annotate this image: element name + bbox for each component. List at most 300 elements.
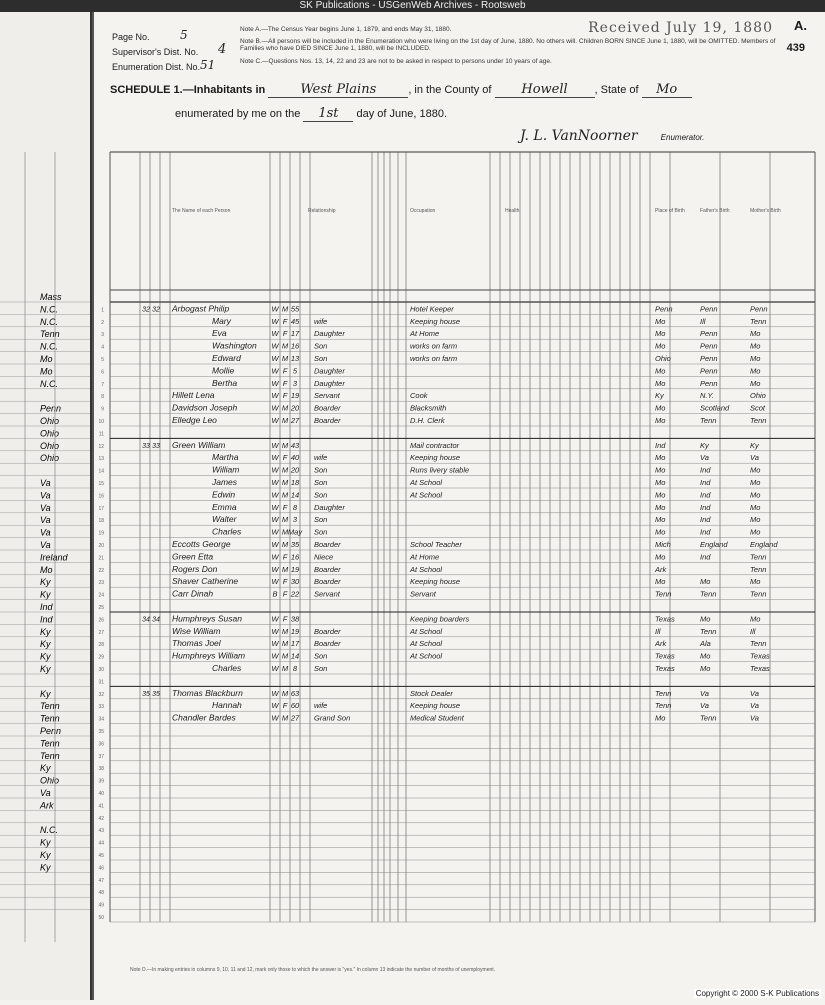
line-number: 37 [98, 753, 104, 760]
person-occupation: Medical Student [410, 713, 464, 723]
enumerated-label: enumerated by me on the [175, 108, 301, 120]
person-occupation: At School [410, 490, 443, 500]
father-birthplace: Ind [700, 490, 711, 500]
line-number: 3 [101, 332, 104, 339]
father-birthplace: Va [700, 453, 709, 463]
line-number: 38 [98, 766, 104, 773]
person-age: 55 [290, 304, 300, 314]
person-occupation: Keeping house [410, 316, 461, 326]
day-suffix: day of June, 1880. [356, 108, 447, 120]
person-color: W [271, 490, 279, 500]
margin-birthplace: Ind [40, 602, 53, 612]
person-sex: M [281, 527, 289, 537]
dwelling-number: 34 [142, 616, 150, 624]
person-sex: F [282, 577, 288, 587]
person-name: Eccotts George [172, 539, 231, 549]
father-birthplace: Tenn [700, 713, 717, 723]
person-color: W [271, 403, 279, 413]
person-color: W [271, 329, 279, 339]
line-number: 24 [98, 592, 104, 599]
person-name: James [212, 477, 238, 487]
margin-birthplace: Ohio [40, 428, 60, 439]
mother-birthplace: Tenn [750, 639, 767, 649]
person-name: Martha [212, 452, 239, 463]
column-header-label: Place of Birth [655, 208, 685, 214]
father-birthplace: Ky [700, 440, 709, 450]
mother-birthplace: Tenn [750, 564, 767, 574]
person-name: Mollie [212, 365, 235, 376]
note-a: Note A.—The Census Year begins June 1, 1879, and ends May 31, 1880. [240, 26, 452, 33]
person-occupation: Blacksmith [410, 403, 447, 413]
margin-birthplace: Va [40, 490, 51, 501]
person-color: W [271, 478, 279, 487]
person-name: Chandler Bardes [172, 712, 236, 723]
person-relation: wife [314, 316, 328, 326]
person-age: 60 [290, 701, 300, 711]
margin-birthplace: Va [40, 502, 51, 513]
line-number: 44 [98, 840, 104, 847]
person-color: W [271, 341, 279, 351]
person-birthplace: Ark [655, 564, 667, 574]
previous-page-margin [0, 12, 90, 1000]
person-relation: Boarder [314, 639, 341, 649]
person-name: Emma [212, 501, 237, 512]
column-header-label: Occupation [410, 208, 436, 214]
note-b: Note B.—All persons will be included in the Enumeration who were living on the 1st day of June, 1880. No others will. Children BORN SINCE June 1, 1880, will be OMITTED. Members of Families who have DIED SINCE June 1, 1880, will be INCLUDED. [240, 38, 776, 52]
person-birthplace: Mo [655, 316, 666, 326]
person-birthplace: Texas [655, 664, 675, 673]
person-name: Humphreys William [172, 650, 246, 661]
person-color: W [271, 378, 279, 388]
line-number: 33 [98, 704, 104, 711]
person-relation: Son [314, 354, 328, 363]
family-number: 33 [152, 442, 160, 450]
person-sex: M [281, 465, 289, 475]
person-relation: Boarder [314, 626, 341, 636]
mother-birthplace: Va [750, 453, 759, 463]
father-birthplace: Penn [700, 378, 718, 388]
father-birthplace: Ind [700, 527, 711, 537]
person-age: 14 [290, 651, 300, 661]
person-birthplace: Mo [655, 416, 666, 425]
state-label: , State of [594, 84, 639, 96]
person-name: Bertha [212, 377, 238, 388]
person-color: W [271, 614, 279, 624]
line-number: 47 [98, 877, 104, 884]
previous-page-strip [0, 12, 92, 1000]
person-relation: Daughter [314, 329, 345, 339]
father-birthplace: Va [700, 701, 709, 711]
person-sex: F [282, 316, 288, 326]
line-number: 18 [98, 518, 104, 525]
person-occupation: works on farm [410, 354, 458, 363]
person-sex: M [281, 354, 289, 363]
person-relation: Son [314, 527, 328, 537]
father-birthplace: Va [700, 688, 709, 698]
person-sex: M [281, 564, 289, 574]
father-birthplace: Tenn [700, 589, 717, 599]
person-sex: M [281, 540, 289, 549]
enumerator-signature: J. L. VanNoorner [520, 128, 638, 144]
state-value: Mo [642, 82, 692, 98]
person-relation: Servant [314, 391, 340, 401]
person-name: Mary [212, 315, 231, 326]
person-color: W [271, 440, 279, 450]
person-age: 5 [292, 366, 298, 376]
person-color: W [271, 651, 279, 661]
person-relation: Son [314, 515, 328, 525]
enum-label: Enumeration Dist. No. [112, 62, 201, 72]
person-relation: wife [314, 453, 328, 463]
person-name: Shaver Catherine [172, 576, 239, 587]
margin-birthplace: Mo [40, 564, 53, 575]
person-color: B [272, 589, 278, 599]
line-number: 5 [101, 357, 104, 363]
person-birthplace: Mo [655, 341, 666, 351]
line-number: 39 [98, 778, 104, 785]
person-relation: Boarder [314, 403, 341, 413]
margin-birthplace: N.C. [40, 378, 58, 389]
margin-birthplace: N.C. [40, 825, 58, 836]
line-number: 42 [98, 815, 104, 822]
person-name: Edward [212, 353, 241, 363]
person-relation: Daughter [314, 502, 345, 512]
person-sex: F [282, 378, 288, 388]
person-color: W [271, 552, 279, 562]
person-age: 19 [290, 391, 300, 401]
person-sex: F [282, 589, 288, 599]
site-banner: SK Publications - USGenWeb Archives - Rootsweb [0, 0, 825, 12]
person-sex: F [282, 453, 288, 463]
person-age: 18 [290, 478, 300, 487]
line-number: 9 [101, 406, 104, 413]
person-sex: M [281, 403, 289, 413]
corner-letter: A. [794, 18, 807, 33]
line-number: 4 [101, 344, 104, 351]
person-relation: Son [314, 651, 328, 661]
person-name: Elledge Leo [172, 415, 217, 425]
father-birthplace: England [700, 540, 728, 549]
person-birthplace: Ohio [655, 354, 671, 363]
person-relation: Boarder [314, 416, 341, 425]
margin-birthplace: Ky [40, 688, 51, 699]
person-color: W [271, 713, 279, 723]
margin-birthplace: N.C. [40, 316, 58, 327]
mother-birthplace: Mo [750, 527, 761, 537]
page-stamp-number: 439 [786, 42, 805, 54]
father-birthplace: Penn [700, 341, 718, 351]
person-birthplace: Mich [655, 540, 671, 549]
person-relation: Son [314, 490, 328, 500]
person-sex: M [281, 341, 289, 351]
margin-birthplace: Ohio [40, 775, 60, 786]
line-number: 50 [98, 915, 104, 921]
line-number: 40 [98, 791, 104, 797]
person-sex: F [282, 614, 288, 624]
person-birthplace: Mo [655, 378, 666, 388]
enumerator-label: Enumerator. [660, 133, 705, 142]
line-number: 25 [98, 605, 104, 611]
margin-birthplace: Ky [40, 837, 51, 848]
person-birthplace: Mo [655, 577, 666, 587]
mother-birthplace: Mo [750, 366, 761, 376]
person-color: W [271, 453, 279, 463]
line-number: 14 [98, 468, 104, 475]
line-number: 27 [98, 629, 104, 636]
person-age: 30 [290, 577, 300, 587]
person-name: William [212, 464, 240, 475]
person-occupation: School Teacher [410, 540, 462, 549]
person-age: 35 [290, 540, 300, 549]
person-occupation: At School [410, 651, 443, 661]
person-sex: M [281, 490, 289, 500]
father-birthplace: Mo [700, 651, 711, 661]
person-age: 40 [290, 453, 300, 463]
line-number: 30 [98, 667, 104, 673]
person-name: Thomas Joel [172, 638, 221, 649]
person-color: W [271, 391, 279, 401]
person-name: Walter [212, 514, 237, 525]
person-age: 8 [292, 664, 298, 673]
person-age: 63 [290, 688, 300, 698]
person-color: W [271, 626, 279, 636]
person-sex: F [282, 502, 288, 512]
person-occupation: At School [410, 478, 443, 487]
father-birthplace: Tenn [700, 416, 717, 425]
person-name: Green Etta [172, 551, 214, 562]
mother-birthplace: Penn [750, 304, 768, 314]
person-name: Arbogast Philip [172, 303, 230, 314]
margin-birthplace: Penn [40, 726, 62, 736]
person-name: Hillett Lena [172, 390, 215, 401]
line-number: 41 [98, 803, 104, 810]
father-birthplace: Mo [700, 577, 711, 587]
person-relation: Boarder [314, 564, 341, 574]
dwelling-number: 35 [142, 690, 150, 698]
page-fold [92, 12, 94, 1000]
line-number: 48 [98, 890, 104, 897]
schedule-title: SCHEDULE 1.—Inhabitants in [110, 84, 266, 96]
person-occupation: Cook [410, 391, 428, 401]
person-name: Thomas Blackburn [172, 687, 243, 698]
line-number: 8 [101, 394, 104, 401]
line-number: 7 [101, 381, 104, 388]
father-birthplace: Ind [700, 515, 711, 525]
person-sex: M [281, 688, 289, 698]
person-occupation: works on farm [410, 341, 458, 351]
person-color: W [271, 527, 279, 537]
person-age: 16 [290, 552, 300, 562]
county-value: Howell [495, 82, 595, 98]
person-relation: Daughter [314, 366, 345, 376]
person-birthplace: Mo [655, 366, 666, 376]
mother-birthplace: Mo [750, 614, 761, 624]
person-sex: M [281, 304, 289, 314]
person-relation: Servant [314, 589, 340, 599]
page-no-label: Page No. [112, 32, 150, 42]
person-relation: Boarder [314, 540, 341, 549]
line-number: 12 [98, 443, 104, 450]
father-birthplace: N.Y. [700, 391, 714, 401]
line-number: 16 [98, 493, 104, 500]
person-sex: M [281, 478, 289, 487]
person-color: W [271, 688, 279, 698]
person-color: W [271, 564, 279, 574]
mother-birthplace: Ohio [750, 391, 766, 401]
mother-birthplace: Mo [750, 465, 761, 475]
person-age: 27 [290, 713, 300, 723]
margin-birthplace: Tenn [40, 329, 60, 340]
person-birthplace: Texas [655, 614, 675, 624]
line-number: 10 [98, 419, 104, 425]
copyright-notice: Copyright © 2000 S-K Publications [695, 989, 819, 998]
mother-birthplace: Va [750, 713, 759, 723]
column-header-label: Father's Birth [700, 208, 730, 214]
line-number: 11 [98, 431, 104, 438]
margin-birthplace: Tenn [40, 750, 60, 761]
person-occupation: At School [410, 564, 443, 574]
family-number: 34 [152, 616, 160, 624]
person-sex: F [282, 391, 288, 401]
margin-birthplace: Ky [40, 651, 51, 662]
line-number: 45 [98, 853, 104, 859]
note-c: Note C.—Questions Nos. 13, 14, 22 and 23 are not to be asked in respect to persons under 10 years of age. [240, 58, 552, 65]
line-number: 32 [98, 691, 104, 698]
person-age: 20 [290, 465, 300, 475]
person-birthplace: Ind [655, 440, 666, 450]
person-sex: M [281, 664, 289, 673]
day-value: 1st [303, 106, 353, 122]
person-birthplace: Texas [655, 651, 675, 661]
person-color: W [271, 639, 279, 649]
person-birthplace: Mo [655, 515, 666, 525]
column-header-label: Health [505, 208, 520, 214]
line-number: 29 [98, 654, 104, 661]
margin-birthplace: Ky [40, 577, 51, 588]
person-color: W [271, 416, 279, 425]
person-occupation: Keeping house [410, 453, 461, 463]
person-age: 19 [290, 564, 300, 574]
mother-birthplace: Mo [750, 354, 761, 363]
schedule-line [110, 82, 704, 144]
mother-birthplace: Tenn [750, 416, 767, 425]
person-occupation: Stock Dealer [410, 688, 453, 698]
person-birthplace: Tenn [655, 701, 672, 711]
father-birthplace: Mo [700, 664, 711, 673]
person-relation: Son [314, 465, 328, 475]
supervisor-value: 4 [218, 42, 227, 57]
margin-birthplace: Tenn [40, 738, 60, 749]
person-age: 3 [292, 515, 298, 525]
person-age: 20 [290, 403, 300, 413]
person-age: 27 [290, 416, 300, 425]
margin-birthplace: Ky [40, 589, 51, 600]
person-birthplace: Mo [655, 490, 666, 500]
person-occupation: Keeping house [410, 577, 461, 587]
person-birthplace: Mo [655, 465, 666, 475]
person-occupation: Servant [410, 589, 436, 599]
person-occupation: Keeping boarders [410, 614, 470, 624]
line-number: 2 [101, 319, 104, 326]
person-sex: M [281, 713, 289, 723]
mother-birthplace: Mo [750, 341, 761, 351]
mother-birthplace: Scot [750, 403, 766, 413]
census-grid [98, 152, 815, 962]
person-color: W [271, 465, 279, 475]
family-number: 35 [152, 690, 160, 698]
person-occupation: Keeping house [410, 701, 461, 711]
person-color: W [271, 354, 279, 363]
person-name: Humphreys Susan [172, 613, 242, 624]
margin-birthplace: Mo [40, 366, 53, 377]
person-age: 17 [290, 639, 300, 649]
person-age: May [287, 527, 303, 537]
line-number: 1 [101, 307, 104, 314]
father-birthplace: Mo [700, 614, 711, 624]
person-birthplace: Mo [655, 478, 666, 487]
person-birthplace: Mo [655, 453, 666, 463]
mother-birthplace: Mo [750, 515, 761, 525]
mother-birthplace: Ill [750, 626, 756, 636]
person-color: W [271, 502, 279, 512]
mother-birthplace: Mo [750, 577, 761, 587]
person-color: W [271, 540, 279, 549]
person-color: W [271, 664, 279, 673]
person-birthplace: Ill [655, 626, 661, 636]
enum-value: 51 [200, 58, 216, 72]
person-age: 17 [290, 329, 300, 339]
line-number: 35 [98, 729, 104, 735]
line-number: 21 [98, 555, 104, 562]
person-color: W [271, 366, 279, 376]
margin-birthplace: Ky [40, 639, 51, 650]
person-birthplace: Mo [655, 329, 666, 339]
mother-birthplace: Mo [750, 502, 761, 512]
person-relation: Boarder [314, 577, 341, 587]
person-relation: Daughter [314, 378, 345, 388]
margin-birthplace: Ark [40, 800, 54, 811]
margin-birthplace: Mo [40, 354, 53, 364]
person-age: 19 [290, 626, 300, 636]
margin-birthplace: N.C. [40, 341, 58, 352]
line-number: 20 [98, 543, 104, 549]
mother-birthplace: Va [750, 701, 759, 711]
margin-birthplace: Ky [40, 862, 51, 873]
margin-birthplace: Tenn [40, 713, 60, 724]
line-number: 46 [98, 865, 104, 872]
person-name: Eva [212, 328, 227, 339]
margin-birthplace: Va [40, 478, 51, 488]
person-birthplace: Mo [655, 403, 666, 413]
person-birthplace: Penn [655, 304, 673, 314]
person-occupation: D.H. Clerk [410, 416, 445, 425]
father-birthplace: Penn [700, 354, 718, 363]
person-relation: Son [314, 478, 328, 487]
line-number: 15 [98, 481, 104, 487]
mother-birthplace: Tenn [750, 589, 767, 599]
line-number: 6 [101, 369, 104, 376]
person-age: 3 [292, 378, 298, 388]
person-name: Washington [212, 340, 257, 351]
father-birthplace: Tenn [700, 626, 717, 636]
margin-birthplace: Tenn [40, 701, 60, 712]
line-number: 43 [98, 828, 104, 835]
margin-birthplace: N.C. [40, 304, 58, 315]
margin-birthplace: Ky [40, 664, 51, 674]
margin-birthplace: Va [40, 788, 51, 798]
person-name: Wise William [172, 625, 221, 636]
margin-birthplace: Va [40, 515, 51, 526]
